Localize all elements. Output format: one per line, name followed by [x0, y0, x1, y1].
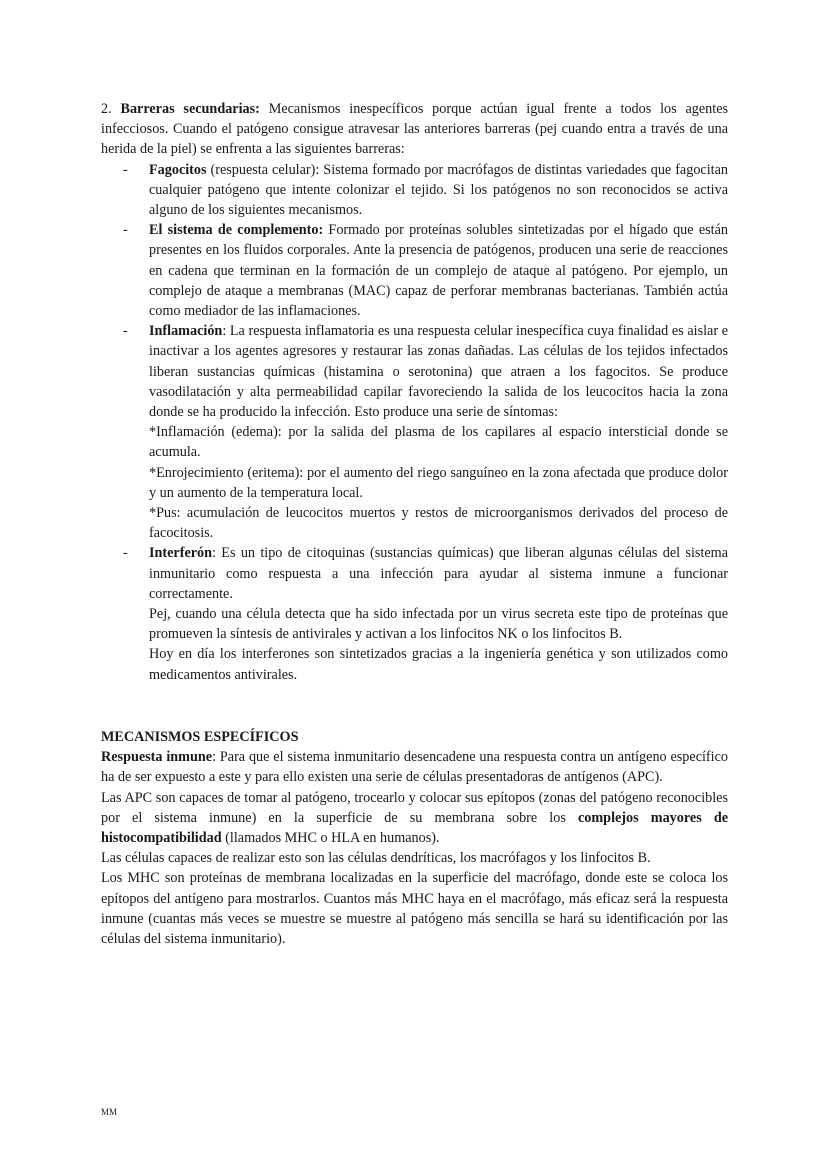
item-text: : Es un tipo de citoquinas (sustancias químicas) que liberan algunas células del sistema inmunitario como respuesta a una infección para ayudar al sistema inmune a funcionar correctamente.	[149, 545, 728, 602]
list-dash: -	[123, 161, 128, 178]
respuesta-title: Respuesta inmune	[101, 749, 213, 766]
respuesta-paragraph	[101, 747, 728, 787]
item-subtext: *Inflamación (edema): por la salida del plasma de los capilares al espacio intersticial donde se acumula.	[149, 424, 728, 461]
respuesta-text: : Para que el sistema inmunitario desencadene una respuesta contra un antígeno específico ha de ser expuesto a este y para ello existen una serie de células presentadoras de antígenos (APC).	[101, 749, 728, 786]
apc-tail: (llamados MHC o HLA en humanos).	[221, 829, 440, 846]
list-item-inflamacion	[101, 321, 728, 543]
item-title: Interferón	[149, 545, 213, 562]
apc-paragraph	[101, 788, 728, 849]
cells-paragraph: Las células capaces de realizar esto son las células dendríticas, los macrófagos y los linfocitos B.	[101, 850, 651, 867]
item-title: Inflamación	[149, 323, 223, 340]
list-dash: -	[123, 545, 128, 562]
list-dash: -	[123, 222, 128, 239]
apc-text: Las APC son capaces de tomar al patógeno, trocearlo y colocar sus epítopos (zonas del patógeno reconocibles por el sistema inmune) en la superficie de su membrana sobre los	[101, 789, 728, 826]
item-title: Fagocitos	[149, 161, 207, 178]
list-item-complemento	[101, 220, 728, 321]
item-subtext: Hoy en día los interferones son sintetizados gracias a la ingeniería genética y son utilizados como medicamentos antivirales.	[149, 646, 728, 683]
barreras-title: Barreras secundarias:	[120, 101, 260, 117]
barreras-intro	[101, 99, 728, 160]
section-title: MECANISMOS ESPECÍFICOS	[101, 728, 299, 745]
footer-initials: MM	[101, 1107, 118, 1117]
list-item-interferon	[101, 543, 728, 684]
item-text: Formado por proteínas solubles sintetizadas por el hígado que están presentes en los fluidos corporales. Ante la presencia de patógenos, producen una serie de reacciones en cadena que terminan en la formación de un complejo de ataque al patógeno. Por ejemplo, un complejo de ataque a membranas (MAC) capaz de perforar membranas bacterianas. También actúa como mediador de las inflamaciones.	[149, 222, 728, 320]
barreras-intro-text: Mecanismos inespecíficos porque actúan igual frente a todos los agentes infecciosos. Cuando el patógeno consigue atravesar las anteriores barreras (pej cuando entra a través de una herida de la piel) se enfrenta a las siguientes barreras:	[101, 101, 729, 158]
document-page	[101, 99, 728, 949]
barreras-list	[101, 160, 728, 685]
list-item-fagocitos	[101, 160, 728, 221]
item-title: El sistema de complemento:	[149, 222, 324, 239]
barreras-number: 2.	[101, 101, 112, 117]
item-subtext: *Pus: acumulación de leucocitos muertos y restos de microorganismos derivados del proceso de facocitosis.	[149, 505, 728, 542]
item-text: (respuesta celular): Sistema formado por macrófagos de distintas variedades que fagocitan cualquier patógeno que intente colonizar el tejido. Si los patógenos no son reconocidos se activa alguno de los siguientes mecanismos.	[149, 161, 728, 219]
list-dash: -	[123, 323, 128, 340]
item-text: : La respuesta inflamatoria es una respuesta celular inespecífica cuya finalidad es aislar e inactivar a los agentes agresores y restaurar las zonas dañadas. Las células de los tejidos infectados liberan sustancias químicas (histamina o serotonina) que atraen a los fagocitos. Se produce vasodilatación y alta permeabilidad capilar favoreciendo la salida de los leucocitos hacia la zona donde se ha producido la infección. Esto produce una serie de síntomas:	[149, 323, 728, 421]
mhc-paragraph: Los MHC son proteínas de membrana localizadas en la superficie del macrófago, donde este se coloca los epítopos del antígeno para mostrarlos. Cuantos más MHC haya en el macrófago, más eficaz será la respuesta inmune (cuantas más veces se muestre se muestre al patógeno más sencilla se hará su identificación por las células del sistema inmunitario).	[101, 870, 728, 947]
apc-bold: complejos mayores de histocompatibilidad	[101, 809, 729, 846]
item-subtext: *Enrojecimiento (eritema): por el aumento del riego sanguíneo en la zona afectada que produce dolor y un aumento de la temperatura local.	[149, 464, 728, 501]
item-subtext: Pej, cuando una célula detecta que ha sido infectada por un virus secreta este tipo de proteínas que promueven la síntesis de antivirales y activan a los linfocitos NK o los linfocitos B.	[149, 606, 728, 643]
